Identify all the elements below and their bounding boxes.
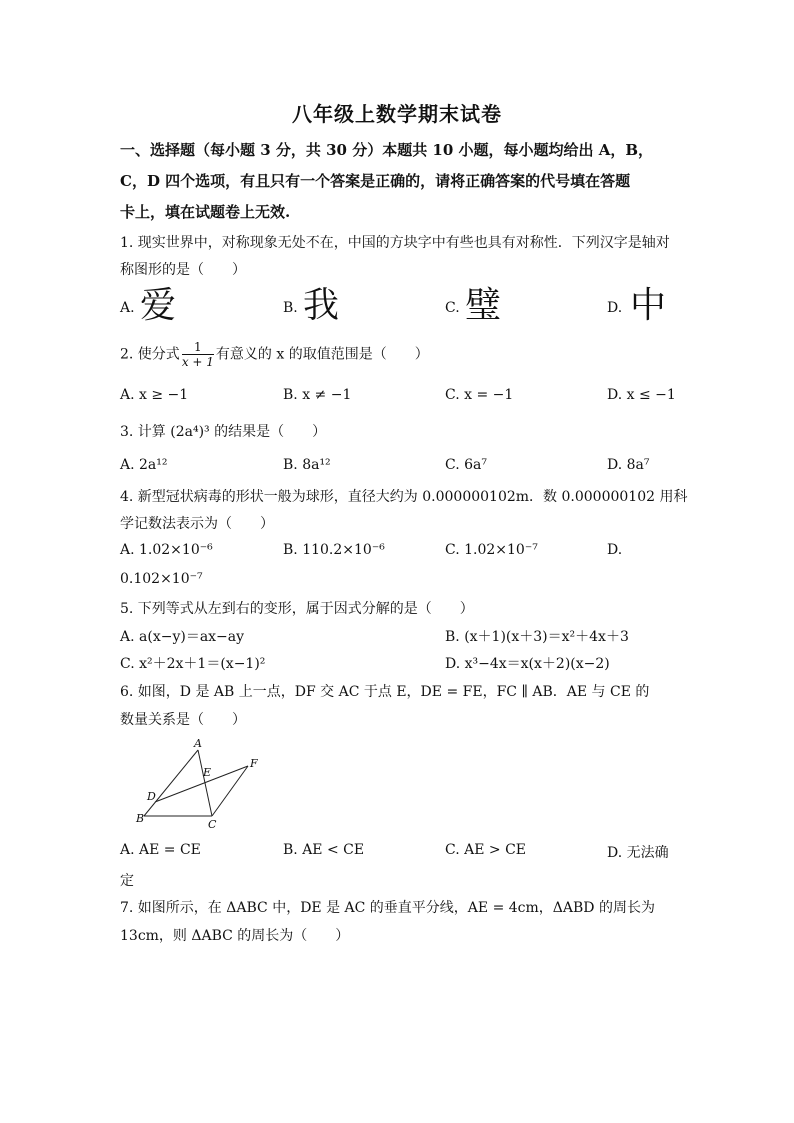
question-4-option-d-value: 0.102×10⁻⁷: [120, 571, 203, 587]
question-2-stem: [120, 340, 429, 369]
label-a: A: [194, 737, 202, 750]
question-2-option-d: D. x ≤ −1: [607, 387, 676, 403]
question-6-option-d: D. 无法确: [607, 845, 669, 861]
question-1-line-1: 1. 现实世界中，对称现象无处不在，中国的方块字中有些也具有对称性．下列汉字是轴对: [120, 235, 670, 251]
question-6-option-a: A. AE = CE: [120, 842, 201, 858]
fraction-denominator: x + 1: [181, 355, 214, 369]
question-4-option-c: C. 1.02×10⁻⁷: [445, 542, 538, 558]
question-4-line-1: 4. 新型冠状病毒的形状一般为球形，直径大约为 0.000000102m．数 0.000000102 用科: [120, 489, 688, 505]
question-5-stem: 5. 下列等式从左到右的变形，属于因式分解的是（ ）: [120, 601, 474, 617]
label-c: C: [208, 818, 217, 831]
question-1-line-2: 称图形的是（ ）: [120, 262, 246, 278]
label-d: D: [147, 790, 156, 803]
question-3-option-a: A. 2a¹²: [120, 457, 168, 473]
question-6-line-2: 数量关系是（ ）: [120, 712, 246, 728]
question-2-suffix: 有意义的 x 的取值范围是（ ）: [215, 346, 429, 363]
question-5-option-a: A. a(x−y)＝ax−ay: [120, 629, 245, 645]
question-4-option-d: D.: [607, 542, 623, 558]
question-7-line-1: 7. 如图所示，在 ΔABC 中，DE 是 AC 的垂直平分线，AE = 4cm，ΔABD 的周长为: [120, 900, 655, 916]
question-1-option-a-char: 爱: [140, 285, 177, 326]
question-4-line-2: 学记数法表示为（ ）: [120, 516, 274, 532]
question-6-line-1: 6. 如图，D 是 AB 上一点，DF 交 AC 于点 E，DE = FE，FC ∥ AB．AE 与 CE 的: [120, 684, 650, 700]
question-4-option-a: A. 1.02×10⁻⁶: [120, 542, 213, 558]
question-5-option-d: D. x³−4x＝x(x＋2)(x−2): [445, 656, 610, 672]
question-2-fraction: [182, 340, 214, 369]
question-2-option-b: B. x ≠ −1: [283, 387, 352, 403]
section-instructions-line-3: 卡上，填在试题卷上无效.: [120, 203, 291, 221]
question-2-option-a: A. x ≥ −1: [120, 387, 189, 403]
triangle-figure: [130, 732, 270, 832]
segment-ab: [144, 750, 198, 816]
question-5-option-c: C. x²＋2x＋1＝(x−1)²: [120, 656, 266, 672]
question-1-option-c-label: C.: [445, 300, 460, 316]
label-b: B: [136, 812, 145, 825]
question-2-option-c: C. x = −1: [445, 387, 514, 403]
question-3-option-b: B. 8a¹²: [283, 457, 331, 473]
question-3-option-c: C. 6a⁷: [445, 457, 487, 473]
question-1-option-d-char: 中: [630, 285, 667, 326]
question-1-option-d-label: D.: [607, 300, 623, 316]
question-6-option-c: C. AE > CE: [445, 842, 527, 858]
page-title: 八年级上数学期末试卷: [292, 102, 502, 126]
question-5-option-b: B. (x＋1)(x＋3)＝x²＋4x＋3: [445, 629, 629, 645]
question-4-option-b: B. 110.2×10⁻⁶: [283, 542, 385, 558]
question-6-option-b: B. AE < CE: [283, 842, 365, 858]
question-3-option-d: D. 8a⁷: [607, 457, 650, 473]
question-2-prefix: 2. 使分式: [120, 346, 180, 363]
section-instructions-line-2: C，D 四个选项，有且只有一个答案是正确的，请将正确答案的代号填在答题: [120, 172, 631, 190]
question-1-option-a-label: A.: [120, 300, 135, 316]
question-1-option-b-char: 我: [303, 285, 340, 326]
question-7-line-2: 13cm，则 ΔABC 的周长为（ ）: [120, 928, 350, 944]
fraction-numerator: 1: [182, 340, 214, 355]
question-6-option-d-cont: 定: [120, 873, 134, 889]
question-3-stem: 3. 计算 (2a⁴)³ 的结果是（ ）: [120, 424, 327, 440]
label-f: F: [250, 757, 258, 770]
segment-df: [155, 766, 248, 802]
question-1-option-c-char: 璧: [465, 285, 502, 326]
question-1-option-b-label: B.: [283, 300, 298, 316]
section-instructions-line-1: 一、选择题（每小题 3 分，共 30 分）本题共 10 小题，每小题均给出 A，B，: [120, 141, 654, 159]
label-e: E: [203, 766, 212, 779]
